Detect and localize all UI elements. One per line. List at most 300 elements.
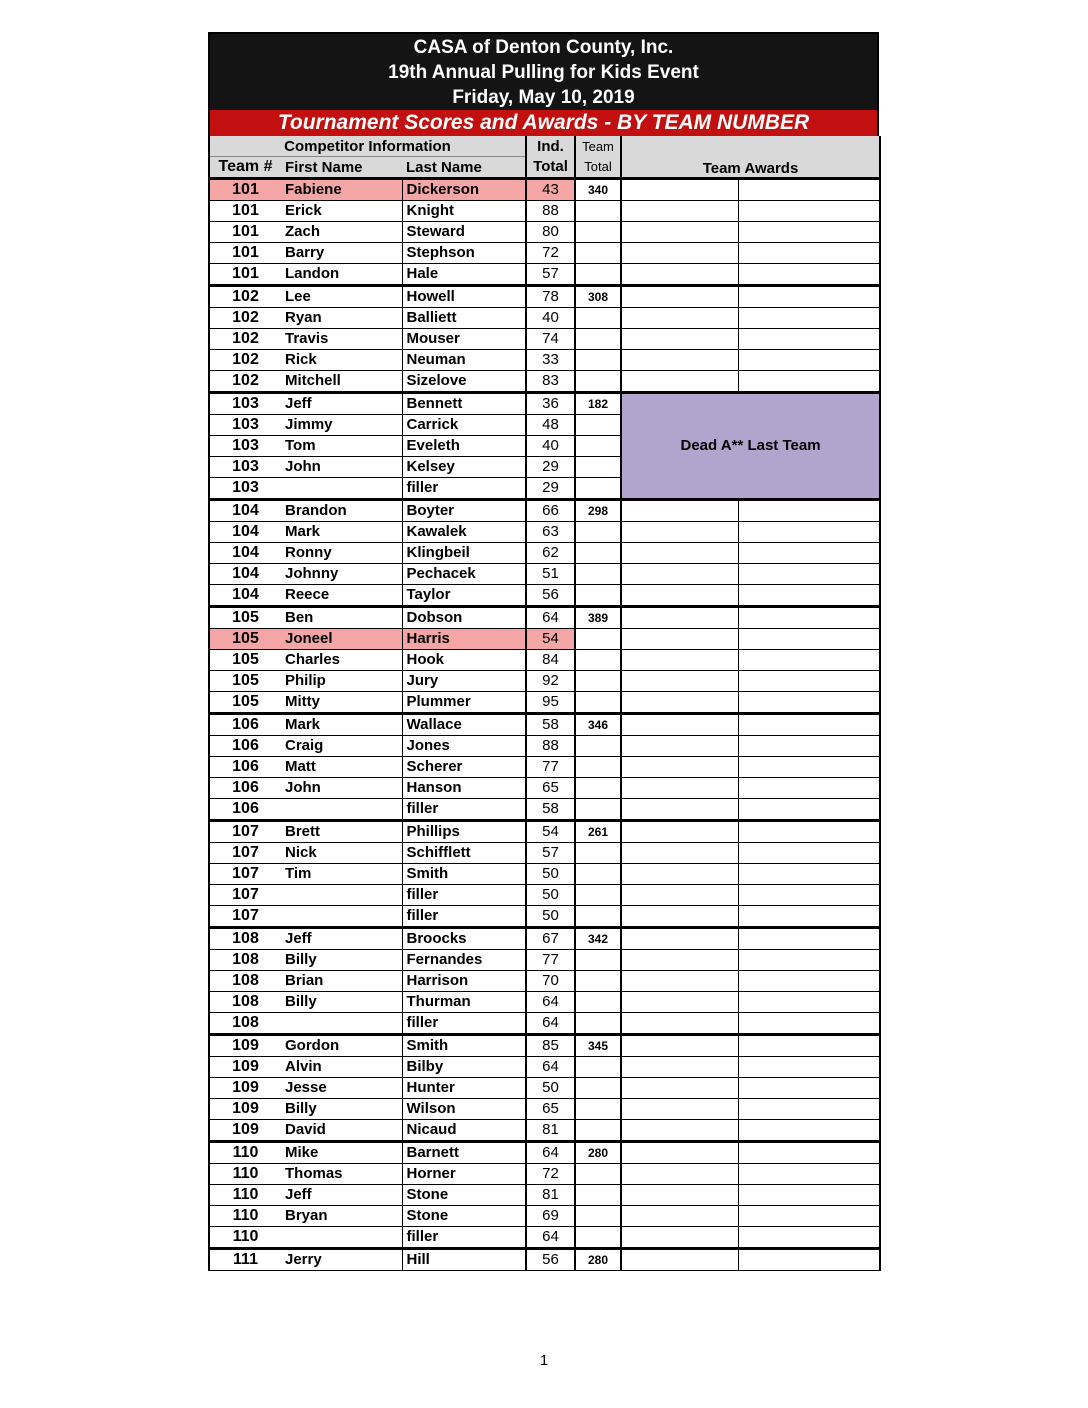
- table-row: [209, 222, 880, 243]
- table-row: [209, 992, 880, 1013]
- team-total-cell: 346: [575, 714, 621, 736]
- team-total-cell: [575, 1206, 621, 1227]
- table-row: [209, 799, 880, 821]
- table-row: [209, 1142, 880, 1164]
- first-name-cell: Fabiene: [281, 179, 402, 201]
- award-cell: [738, 692, 880, 714]
- first-name-cell: Johnny: [281, 564, 402, 585]
- team-total-cell: [575, 736, 621, 757]
- team-number-cell: 105: [209, 692, 281, 714]
- first-name-cell: Jimmy: [281, 415, 402, 436]
- award-cell: [621, 243, 738, 264]
- last-name-cell: Balliett: [402, 308, 526, 329]
- table-row: [209, 821, 880, 843]
- individual-total-cell: 81: [526, 1120, 575, 1142]
- last-name-cell: Scherer: [402, 757, 526, 778]
- table-row: [209, 543, 880, 564]
- individual-total-cell: 85: [526, 1035, 575, 1057]
- team-total-cell: [575, 671, 621, 692]
- table-row: [209, 1099, 880, 1120]
- team-number-cell: 106: [209, 799, 281, 821]
- team-total-cell: 342: [575, 928, 621, 950]
- table-row: [209, 393, 880, 415]
- individual-total-cell: 29: [526, 457, 575, 478]
- table-row: [209, 714, 880, 736]
- award-cell: [621, 1120, 738, 1142]
- individual-total-cell: 64: [526, 1227, 575, 1249]
- team-total-cell: 345: [575, 1035, 621, 1057]
- award-cell: [621, 350, 738, 371]
- last-name-cell: Stone: [402, 1185, 526, 1206]
- individual-total-cell: 50: [526, 885, 575, 906]
- first-name-cell: Brett: [281, 821, 402, 843]
- team-number-cell: 103: [209, 393, 281, 415]
- award-cell: [738, 778, 880, 799]
- table-row: [209, 757, 880, 778]
- table-row: [209, 243, 880, 264]
- first-name-cell: Brandon: [281, 500, 402, 522]
- table-row: [209, 971, 880, 992]
- table-row: [209, 692, 880, 714]
- team-number-cell: 104: [209, 564, 281, 585]
- first-name-header: First Name: [281, 157, 402, 179]
- first-name-cell: Mitchell: [281, 371, 402, 393]
- last-name-cell: Neuman: [402, 350, 526, 371]
- last-name-cell: Howell: [402, 286, 526, 308]
- team-number-cell: 110: [209, 1185, 281, 1206]
- award-cell: [738, 971, 880, 992]
- team-total-cell: [575, 1185, 621, 1206]
- award-cell: [738, 1142, 880, 1164]
- award-cell: [738, 564, 880, 585]
- team-number-cell: 106: [209, 778, 281, 799]
- award-cell: [621, 714, 738, 736]
- title-block: [208, 32, 879, 110]
- table-row: [209, 629, 880, 650]
- table-row: [209, 564, 880, 585]
- team-total-cell: [575, 1120, 621, 1142]
- team-number-cell: 108: [209, 971, 281, 992]
- org-title: CASA of Denton County, Inc.: [413, 37, 674, 58]
- first-name-cell: Travis: [281, 329, 402, 350]
- last-name-cell: Hanson: [402, 778, 526, 799]
- first-name-cell: Ronny: [281, 543, 402, 564]
- award-cell: [738, 950, 880, 971]
- individual-total-cell: 83: [526, 371, 575, 393]
- last-name-cell: Steward: [402, 222, 526, 243]
- table-row: [209, 264, 880, 286]
- individual-total-cell: 57: [526, 264, 575, 286]
- ind-total-header: Total: [526, 157, 575, 179]
- team-total-cell: [575, 222, 621, 243]
- last-name-cell: filler: [402, 478, 526, 500]
- first-name-cell: Brian: [281, 971, 402, 992]
- last-name-cell: Thurman: [402, 992, 526, 1013]
- award-cell: [621, 179, 738, 201]
- team-number-cell: 102: [209, 286, 281, 308]
- team-number-cell: 101: [209, 243, 281, 264]
- team-number-cell: 110: [209, 1227, 281, 1249]
- first-name-cell: Alvin: [281, 1057, 402, 1078]
- award-cell: [621, 1164, 738, 1185]
- award-cell: [738, 329, 880, 350]
- award-cell: [621, 522, 738, 543]
- event-date: Friday, May 10, 2019: [452, 87, 635, 108]
- first-name-cell: Jerry: [281, 1249, 402, 1271]
- individual-total-cell: 50: [526, 1078, 575, 1099]
- individual-total-cell: 72: [526, 1164, 575, 1185]
- award-cell: [738, 350, 880, 371]
- table-row: [209, 286, 880, 308]
- table-row: [209, 1227, 880, 1249]
- team-total-cell: [575, 436, 621, 457]
- last-name-cell: Horner: [402, 1164, 526, 1185]
- award-cell: [738, 1206, 880, 1227]
- individual-total-cell: 84: [526, 650, 575, 671]
- award-cell: [621, 308, 738, 329]
- team-total-cell: [575, 629, 621, 650]
- table-row: [209, 350, 880, 371]
- award-cell: [621, 222, 738, 243]
- team-number-cell: 104: [209, 500, 281, 522]
- first-name-cell: Rick: [281, 350, 402, 371]
- last-name-cell: Schifflett: [402, 843, 526, 864]
- award-cell: [621, 1078, 738, 1099]
- first-name-cell: Mark: [281, 714, 402, 736]
- last-name-cell: filler: [402, 1227, 526, 1249]
- individual-total-cell: 95: [526, 692, 575, 714]
- team-number-cell: 109: [209, 1078, 281, 1099]
- award-cell: [738, 179, 880, 201]
- award-cell: [621, 500, 738, 522]
- team-number-cell: 107: [209, 821, 281, 843]
- first-name-cell: Billy: [281, 992, 402, 1013]
- individual-total-cell: 88: [526, 736, 575, 757]
- team-total-cell: [575, 1164, 621, 1185]
- team-number-cell: 108: [209, 992, 281, 1013]
- last-name-cell: Stephson: [402, 243, 526, 264]
- table-row: [209, 1013, 880, 1035]
- first-name-cell: Billy: [281, 950, 402, 971]
- last-name-cell: Knight: [402, 201, 526, 222]
- team-total-header: Total: [575, 157, 621, 179]
- team-total-cell: [575, 799, 621, 821]
- first-name-cell: Joneel: [281, 629, 402, 650]
- team-number-cell: 111: [209, 1249, 281, 1271]
- team-awards-label: Team Awards: [702, 160, 799, 177]
- award-cell: [621, 607, 738, 629]
- team-total-cell: [575, 201, 621, 222]
- last-name-cell: Kelsey: [402, 457, 526, 478]
- individual-total-cell: 63: [526, 522, 575, 543]
- team-number-cell: 110: [209, 1142, 281, 1164]
- team-total-cell: [575, 906, 621, 928]
- award-cell: [738, 992, 880, 1013]
- first-name-cell: Tim: [281, 864, 402, 885]
- award-cell: [621, 1142, 738, 1164]
- team-total-cell: 182: [575, 393, 621, 415]
- award-cell: [621, 371, 738, 393]
- team-total-cell: [575, 415, 621, 436]
- table-row: [209, 864, 880, 885]
- sheet-subtitle: Tournament Scores and Awards - BY TEAM NUMBER: [208, 110, 879, 136]
- individual-total-cell: 72: [526, 243, 575, 264]
- award-cell: [738, 1078, 880, 1099]
- team-number-cell: 105: [209, 629, 281, 650]
- award-cell: [738, 928, 880, 950]
- first-name-cell: Jeff: [281, 928, 402, 950]
- last-name-cell: Hunter: [402, 1078, 526, 1099]
- last-name-cell: Harris: [402, 629, 526, 650]
- individual-total-cell: 92: [526, 671, 575, 692]
- first-name-cell: Philip: [281, 671, 402, 692]
- team-total-cell: 261: [575, 821, 621, 843]
- team-number-cell: 104: [209, 585, 281, 607]
- team-number-cell: 108: [209, 950, 281, 971]
- award-cell: [621, 799, 738, 821]
- last-name-cell: Smith: [402, 1035, 526, 1057]
- table-row: [209, 906, 880, 928]
- table-row: [209, 885, 880, 906]
- individual-total-cell: 40: [526, 436, 575, 457]
- table-row: [209, 329, 880, 350]
- last-name-cell: Mouser: [402, 329, 526, 350]
- team-total-cell: [575, 950, 621, 971]
- first-name-cell: Tom: [281, 436, 402, 457]
- table-row: [209, 522, 880, 543]
- award-cell: [738, 671, 880, 692]
- first-name-cell: [281, 906, 402, 928]
- award-cell: [738, 264, 880, 286]
- award-cell: [738, 243, 880, 264]
- award-cell: [738, 1013, 880, 1035]
- team-number-cell: 101: [209, 179, 281, 201]
- first-name-cell: [281, 1227, 402, 1249]
- team-number-cell: 102: [209, 350, 281, 371]
- award-cell: [738, 714, 880, 736]
- last-name-cell: Phillips: [402, 821, 526, 843]
- team-number-cell: 109: [209, 1120, 281, 1142]
- first-name-cell: Jesse: [281, 1078, 402, 1099]
- first-name-cell: [281, 885, 402, 906]
- team-number-cell: 103: [209, 457, 281, 478]
- last-name-cell: Jury: [402, 671, 526, 692]
- first-name-cell: Mike: [281, 1142, 402, 1164]
- last-name-cell: Plummer: [402, 692, 526, 714]
- individual-total-cell: 51: [526, 564, 575, 585]
- team-number-cell: 109: [209, 1099, 281, 1120]
- award-cell: [738, 1035, 880, 1057]
- table-row: [209, 1206, 880, 1227]
- first-name-cell: Jeff: [281, 1185, 402, 1206]
- team-total-cell: [575, 564, 621, 585]
- table-row: [209, 1249, 880, 1271]
- team-total-cell: [575, 650, 621, 671]
- team-number-cell: 110: [209, 1164, 281, 1185]
- team-total-cell: [575, 585, 621, 607]
- last-name-cell: Broocks: [402, 928, 526, 950]
- award-cell: [738, 371, 880, 393]
- team-number-cell: 102: [209, 308, 281, 329]
- table-row: [209, 585, 880, 607]
- last-name-cell: Bilby: [402, 1057, 526, 1078]
- team-header: Team: [575, 136, 621, 157]
- last-name-cell: Boyter: [402, 500, 526, 522]
- last-name-cell: Nicaud: [402, 1120, 526, 1142]
- individual-total-cell: 43: [526, 179, 575, 201]
- award-cell: [738, 885, 880, 906]
- first-name-cell: Billy: [281, 1099, 402, 1120]
- award-cell: [738, 607, 880, 629]
- award-cell: [621, 1035, 738, 1057]
- award-cell: [738, 1164, 880, 1185]
- award-cell: [621, 1099, 738, 1120]
- award-cell: [738, 585, 880, 607]
- team-number-cell: 101: [209, 201, 281, 222]
- last-name-cell: Kawalek: [402, 522, 526, 543]
- team-number-cell: 103: [209, 436, 281, 457]
- individual-total-cell: 57: [526, 843, 575, 864]
- award-cell: [621, 950, 738, 971]
- award-cell: [738, 906, 880, 928]
- team-number-cell: 104: [209, 543, 281, 564]
- last-name-cell: Taylor: [402, 585, 526, 607]
- last-name-cell: Hill: [402, 1249, 526, 1271]
- individual-total-cell: 64: [526, 1142, 575, 1164]
- award-cell: [738, 629, 880, 650]
- team-total-cell: [575, 885, 621, 906]
- first-name-cell: Charles: [281, 650, 402, 671]
- table-row: [209, 179, 880, 201]
- last-name-cell: Wilson: [402, 1099, 526, 1120]
- award-cell: [621, 264, 738, 286]
- individual-total-cell: 29: [526, 478, 575, 500]
- first-name-cell: John: [281, 778, 402, 799]
- award-cell: [738, 650, 880, 671]
- last-name-cell: filler: [402, 906, 526, 928]
- last-name-cell: filler: [402, 1013, 526, 1035]
- award-cell: [738, 308, 880, 329]
- award-cell: [738, 522, 880, 543]
- award-cell: [621, 1185, 738, 1206]
- team-number-cell: 101: [209, 222, 281, 243]
- team-number-cell: 106: [209, 757, 281, 778]
- table-row: [209, 671, 880, 692]
- award-cell: [621, 543, 738, 564]
- team-total-cell: [575, 864, 621, 885]
- award-cell: [738, 1249, 880, 1271]
- award-cell: [621, 1057, 738, 1078]
- award-cell: [621, 928, 738, 950]
- award-cell: [621, 629, 738, 650]
- last-name-cell: Dickerson: [402, 179, 526, 201]
- team-total-cell: [575, 1057, 621, 1078]
- individual-total-cell: 81: [526, 1185, 575, 1206]
- team-number-cell: 103: [209, 478, 281, 500]
- individual-total-cell: 77: [526, 950, 575, 971]
- individual-total-cell: 64: [526, 992, 575, 1013]
- team-total-cell: [575, 1227, 621, 1249]
- award-cell: [621, 585, 738, 607]
- first-name-cell: [281, 478, 402, 500]
- last-name-cell: Fernandes: [402, 950, 526, 971]
- individual-total-cell: 67: [526, 928, 575, 950]
- team-total-cell: [575, 243, 621, 264]
- first-name-cell: David: [281, 1120, 402, 1142]
- table-row: [209, 1057, 880, 1078]
- individual-total-cell: 48: [526, 415, 575, 436]
- last-name-cell: Hale: [402, 264, 526, 286]
- first-name-cell: Craig: [281, 736, 402, 757]
- team-number-cell: 108: [209, 928, 281, 950]
- individual-total-cell: 64: [526, 1057, 575, 1078]
- team-number-cell: 107: [209, 906, 281, 928]
- last-name-cell: Barnett: [402, 1142, 526, 1164]
- award-cell: [621, 692, 738, 714]
- individual-total-cell: 40: [526, 308, 575, 329]
- table-row: [209, 371, 880, 393]
- award-cell: [621, 564, 738, 585]
- team-total-cell: [575, 522, 621, 543]
- team-total-cell: 340: [575, 179, 621, 201]
- first-name-cell: Zach: [281, 222, 402, 243]
- award-cell: [738, 821, 880, 843]
- award-cell: [621, 821, 738, 843]
- team-number-cell: 105: [209, 671, 281, 692]
- first-name-cell: [281, 799, 402, 821]
- table-row: [209, 950, 880, 971]
- table-row: [209, 650, 880, 671]
- last-name-cell: Sizelove: [402, 371, 526, 393]
- individual-total-cell: 80: [526, 222, 575, 243]
- award-cell: [621, 329, 738, 350]
- last-name-cell: Smith: [402, 864, 526, 885]
- individual-total-cell: 58: [526, 799, 575, 821]
- team-number-cell: 106: [209, 714, 281, 736]
- table-row: [209, 1164, 880, 1185]
- first-name-cell: Reece: [281, 585, 402, 607]
- first-name-cell: Erick: [281, 201, 402, 222]
- ind-header: Ind.: [526, 136, 575, 157]
- award-cell: [738, 1057, 880, 1078]
- table-row: [209, 778, 880, 799]
- individual-total-cell: 54: [526, 629, 575, 650]
- award-cell: [738, 500, 880, 522]
- team-total-cell: [575, 478, 621, 500]
- first-name-cell: [281, 1013, 402, 1035]
- last-name-cell: Eveleth: [402, 436, 526, 457]
- team-number-cell: 105: [209, 607, 281, 629]
- last-name-cell: Carrick: [402, 415, 526, 436]
- award-cell: [738, 286, 880, 308]
- table-row: [209, 1120, 880, 1142]
- award-cell: [621, 201, 738, 222]
- individual-total-cell: 33: [526, 350, 575, 371]
- last-name-cell: Hook: [402, 650, 526, 671]
- last-name-header: Last Name: [402, 157, 526, 179]
- individual-total-cell: 64: [526, 1013, 575, 1035]
- individual-total-cell: 65: [526, 1099, 575, 1120]
- award-cell: [738, 1185, 880, 1206]
- individual-total-cell: 69: [526, 1206, 575, 1227]
- first-name-cell: Matt: [281, 757, 402, 778]
- individual-total-cell: 58: [526, 714, 575, 736]
- first-name-cell: Ryan: [281, 308, 402, 329]
- award-cell: [621, 885, 738, 906]
- team-total-cell: [575, 1099, 621, 1120]
- first-name-cell: Barry: [281, 243, 402, 264]
- first-name-cell: Mark: [281, 522, 402, 543]
